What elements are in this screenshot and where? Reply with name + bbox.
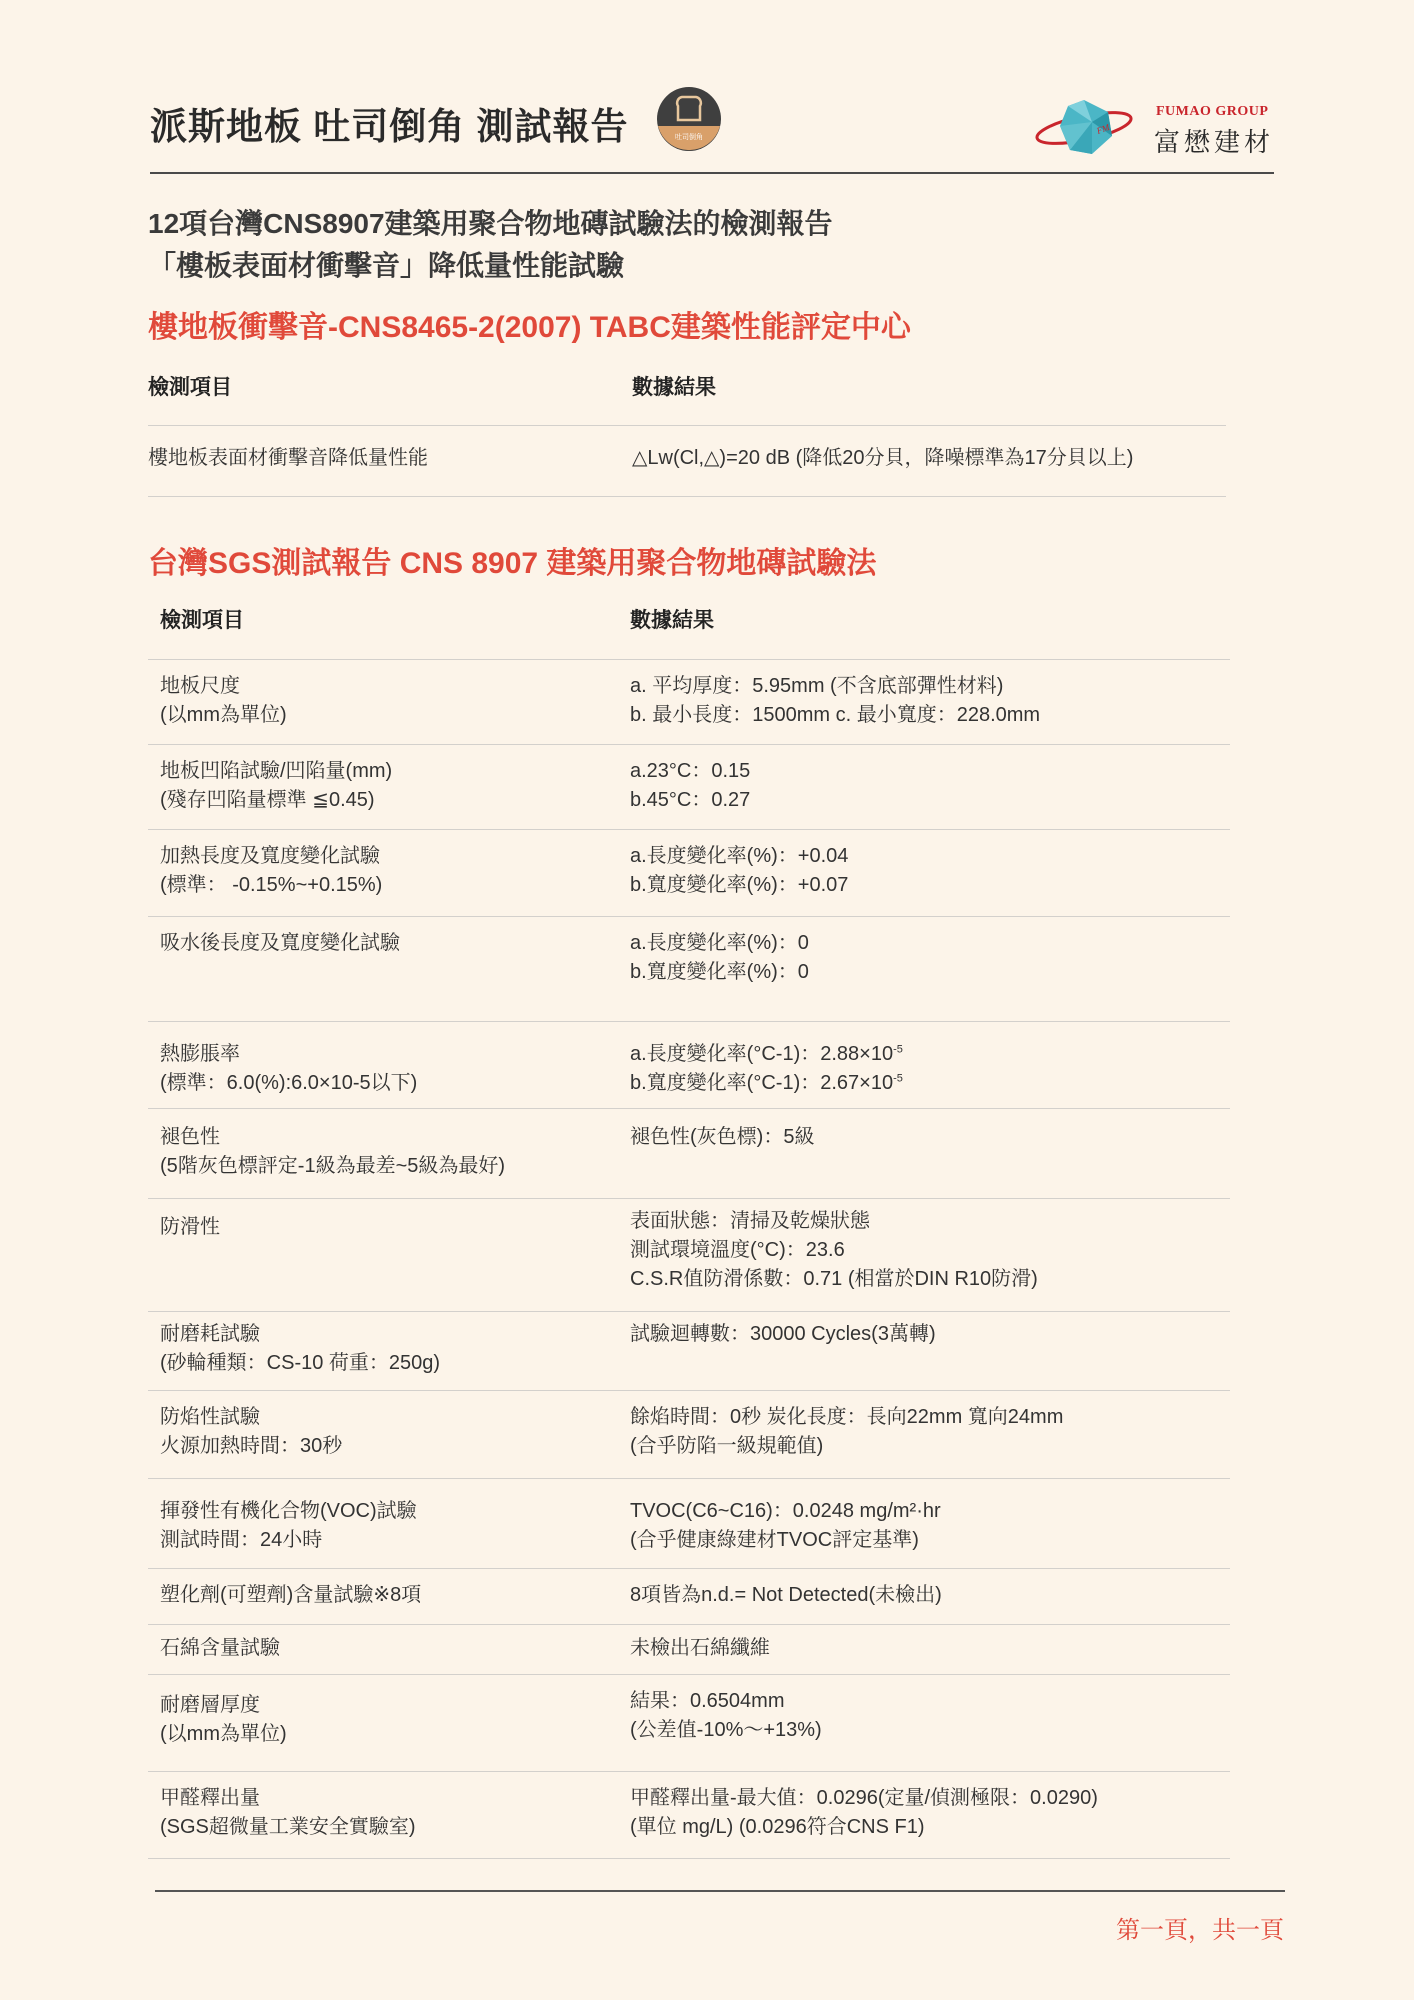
row-item: 地板凹陷試驗/凹陷量(mm) (殘存凹陷量標準 ≦0.45) xyxy=(160,760,393,811)
table-row xyxy=(148,1675,1230,1772)
row-result: 甲醛釋出量-最大值：0.0296(定量/偵測極限：0.0290) (單位 mg/L) (0.0296符合CNS F1) xyxy=(630,1787,1098,1838)
table-row xyxy=(148,660,1230,745)
row-item: 地板尺度 (以mm為單位) xyxy=(160,675,287,726)
table-header-row xyxy=(148,594,1230,660)
brand-name-zh: 富懋建材 xyxy=(1154,128,1275,158)
row-result: 未檢出石綿纖維 xyxy=(630,1637,770,1659)
badge-label: 吐司倒角 xyxy=(675,133,703,141)
header-item: 檢測項目 xyxy=(160,609,244,632)
table-row xyxy=(148,1479,1230,1569)
row-result: a.長度變化率(°C-1)：$2.88\times 10^{-5}$ b.寬度變化率(°C-1)：$2.67\times 10^{-5}$ xyxy=(630,1043,903,1094)
brand-logo xyxy=(1034,92,1274,162)
section-title-impact-sound: 樓地板衝擊音-CNS8465-2(2007) TABC建築性能評定中心 xyxy=(148,311,911,344)
table-row xyxy=(148,745,1230,830)
row-result: 8項皆為n.d.= Not Detected(未檢出) xyxy=(630,1584,942,1606)
row-result: a.長度變化率(%)：0 b.寬度變化率(%)：0 xyxy=(630,932,809,983)
table-row xyxy=(148,1109,1230,1199)
footer-divider xyxy=(155,1890,1285,1892)
header-item: 檢測項目 xyxy=(148,376,232,399)
row-result: 表面狀態：清掃及乾燥狀態 測試環境溫度(°C)：23.6 C.S.R值防滑係數：0.71 (相當於DIN R10防滑) xyxy=(630,1210,1038,1290)
header-divider xyxy=(150,172,1274,174)
table-header-row xyxy=(148,362,1226,426)
row-item: 吸水後長度及寬度變化試驗 xyxy=(160,932,400,954)
impact-sound-table xyxy=(148,362,1226,497)
page-number: 第一頁，共一頁 xyxy=(1116,1917,1284,1944)
row-result: 褪色性(灰色標)：5級 xyxy=(630,1126,815,1148)
table-row xyxy=(148,917,1230,1022)
table-row xyxy=(148,1199,1230,1312)
row-result: 餘焰時間：0秒 炭化長度：長向22mm 寬向24mm (合乎防陷一級規範值) xyxy=(630,1406,1064,1457)
document-title: 派斯地板 吐司倒角 測試報告 xyxy=(150,106,629,147)
subtitle-line-1: 12項台灣CNS8907建築用聚合物地磚試驗法的檢測報告 xyxy=(148,208,833,239)
section-title-sgs-report: 台灣SGS測試報告 CNS 8907 建築用聚合物地磚試驗法 xyxy=(148,547,877,580)
table-row xyxy=(148,1625,1230,1675)
row-item: 塑化劑(可塑劑)含量試驗※8項 xyxy=(160,1584,422,1606)
table-row xyxy=(148,830,1230,917)
brand-name-en: FUMAO GROUP xyxy=(1156,104,1269,119)
table-row xyxy=(148,1022,1230,1109)
globe-logo-icon xyxy=(1034,92,1154,162)
row-item: 熱膨脹率 (標準：6.0(%):6.0×10-5以下) xyxy=(160,1043,418,1094)
row-result: 試驗迴轉數：30000 Cycles(3萬轉) xyxy=(630,1323,936,1345)
row-item: 耐磨層厚度 (以mm為單位) xyxy=(160,1694,287,1745)
table-row xyxy=(148,1569,1230,1625)
subtitle-line-2: 「樓板表面材衝擊音」降低量性能試驗 xyxy=(148,250,625,281)
table-row xyxy=(148,1772,1230,1859)
row-result: 結果：0.6504mm (公差值-10%～+13%) xyxy=(630,1690,822,1741)
report-header xyxy=(150,86,1274,176)
row-result: a.長度變化率(%)：+0.04 b.寬度變化率(%)：+0.07 xyxy=(630,845,849,896)
row-item: 石綿含量試驗 xyxy=(160,1637,280,1659)
header-result: 數據結果 xyxy=(630,609,714,632)
row-item: 甲醛釋出量 (SGS超微量工業安全實驗室) xyxy=(160,1787,416,1838)
row-item: 揮發性有機化合物(VOC)試驗 測試時間：24小時 xyxy=(160,1500,417,1551)
row-item: 防滑性 xyxy=(160,1216,220,1238)
row-item: 耐磨耗試驗 (砂輪種類：CS-10 荷重：250g) xyxy=(160,1323,441,1374)
sgs-test-table xyxy=(148,594,1230,1859)
table-row xyxy=(148,426,1226,497)
row-result: △Lw(Cl,△)=20 dB (降低20分貝，降噪標準為17分貝以上) xyxy=(632,447,1134,469)
row-item: 樓地板表面材衝擊音降低量性能 xyxy=(148,447,428,469)
row-item: 褪色性 (5階灰色標評定-1級為最差~5級為最好) xyxy=(160,1126,506,1177)
header-result: 數據結果 xyxy=(632,376,716,399)
table-row xyxy=(148,1391,1230,1479)
row-result: TVOC(C6~C16)：0.0248 mg/m²·hr (合乎健康綠建材TVOC評定基準) xyxy=(630,1500,941,1551)
row-result: a. 平均厚度：5.95mm (不含底部彈性材料) b. 最小長度：1500mm c. 最小寬度：228.0mm xyxy=(630,675,1041,726)
row-item: 加熱長度及寬度變化試驗 (標準： -0.15%~+0.15%) xyxy=(160,845,383,896)
table-row xyxy=(148,1312,1230,1391)
row-item: 防焰性試驗 火源加熱時間：30秒 xyxy=(160,1406,343,1457)
row-result: a.23°C：0.15 b.45°C：0.27 xyxy=(630,760,751,811)
toast-bevel-icon xyxy=(656,86,722,152)
brand-mark: FM xyxy=(1095,122,1111,136)
